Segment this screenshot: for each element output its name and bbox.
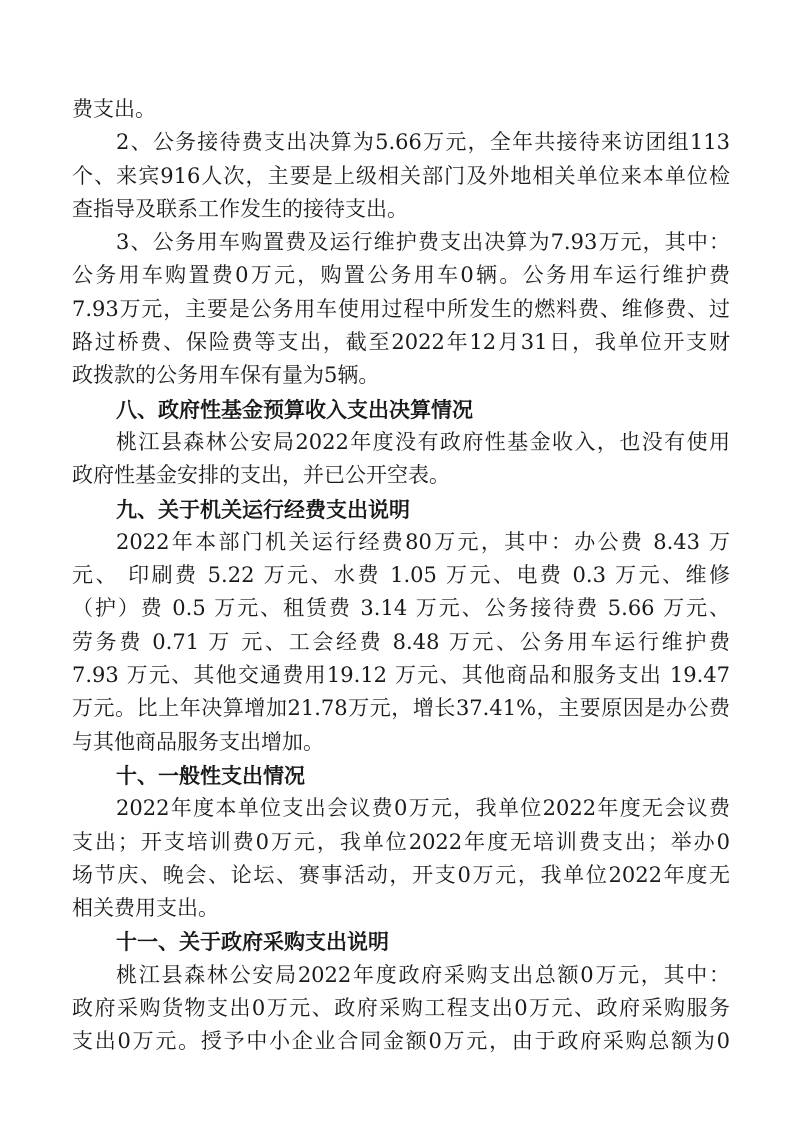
- text-line: 政府采购货物支出0万元、政府采购工程支出0万元、政府采购服务: [72, 996, 730, 1021]
- text-line: 与其他商品服务支出增加。: [72, 729, 324, 754]
- text-line: 7.93万元，主要是公务用车使用过程中所发生的燃料费、维修费、过: [72, 296, 730, 321]
- text-line: 场节庆、晚会、论坛、赛事活动，开支0万元，我单位2022年度无: [72, 862, 730, 887]
- text-line: （护）费 0.5 万元、租赁费 3.14 万元、公务接待费 5.66 万元、: [72, 596, 730, 621]
- text-line: 政府性基金安排的支出，并已公开空表。: [72, 463, 450, 488]
- text-line: 费支出。: [72, 97, 156, 121]
- text-line: 个、来宾916人次，主要是上级相关部门及外地相关单位来本单位检: [72, 163, 730, 188]
- document-page: [72, 93, 730, 1059]
- text-line: 支出0万元。授予中小企业合同金额0万元，由于政府采购总额为0: [72, 1029, 730, 1054]
- text-line: 2、公务接待费支出决算为5.66万元，全年共接待来访团组113: [116, 130, 730, 155]
- text-line: 查指导及联系工作发生的接待支出。: [72, 196, 408, 221]
- section-heading: 八、政府性基金预算收入支出决算情况: [116, 396, 473, 422]
- text-line: 桃江县森林公安局2022年度政府采购支出总额0万元，其中：: [116, 962, 730, 987]
- text-line: 相关费用支出。: [72, 896, 219, 921]
- text-line: 劳务费 0.71 万 元、工会经费 8.48 万元、公务用车运行维护费: [72, 629, 730, 654]
- text-line: 公务用车购置费0万元，购置公务用车0辆。公务用车运行维护费: [72, 263, 730, 288]
- text-line: 2022年度本单位支出会议费0万元，我单位2022年度无会议费: [116, 796, 730, 821]
- text-line: 路过桥费、保险费等支出，截至2022年12月31日，我单位开支财: [72, 330, 730, 355]
- section-heading: 九、关于机关运行经费支出说明: [116, 496, 410, 522]
- section-heading: 十、一般性支出情况: [116, 762, 305, 788]
- text-line: 7.93 万元、其他交通费用19.12 万元、其他商品和服务支出 19.47: [72, 663, 730, 688]
- text-line: 元、 印刷费 5.22 万元、水费 1.05 万元、电费 0.3 万元、维修: [72, 563, 730, 588]
- text-line: 支出；开支培训费0万元，我单位2022年度无培训费支出；举办0: [72, 829, 730, 854]
- text-line: 3、公务用车购置费及运行维护费支出决算为7.93万元，其中：: [116, 230, 730, 255]
- text-line: 万元。比上年决算增加21.78万元，增长37.41%，主要原因是办公费: [72, 696, 730, 721]
- text-line: 2022年本部门机关运行经费80万元，其中：办公费 8.43 万: [116, 529, 730, 554]
- text-line: 政拨款的公务用车保有量为5辆。: [72, 363, 380, 388]
- section-heading: 十一、关于政府采购支出说明: [116, 929, 389, 955]
- text-line: 桃江县森林公安局2022年度没有政府性基金收入，也没有使用: [116, 429, 730, 454]
